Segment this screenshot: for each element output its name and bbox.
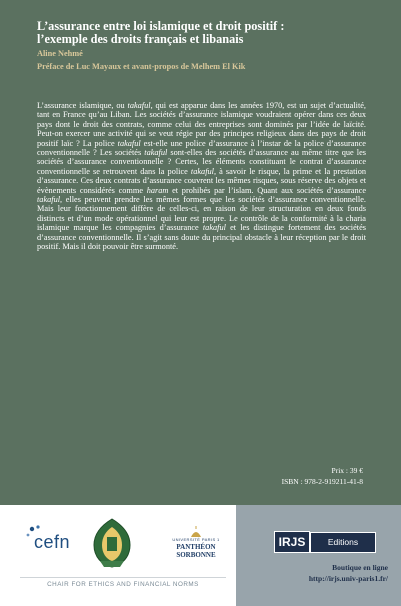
summary-italic-term: haram	[146, 185, 169, 195]
cefn-wordmark: cefn	[34, 532, 71, 552]
summary-italic-term: takaful	[190, 166, 214, 176]
isbn-label: ISBN : 978-2-919211-41-8	[281, 477, 363, 486]
book-title	[37, 20, 367, 46]
summary-text-segment: , à savoir le risque, la prime et la prestation d’assurance. Ces deux contrats d’assurance couvrent les mêmes risques, sous réserve des objets et évènements considérés comme	[37, 166, 366, 195]
partner-logos-panel	[0, 505, 236, 606]
summary-italic-term: takaful	[144, 148, 168, 158]
preface-credit: Préface de Luc Mayaux et avant-propos de Melhem El Kik	[37, 62, 246, 71]
publisher-panel	[236, 505, 401, 606]
irjs-logo: IRJS	[274, 531, 310, 553]
shop-url[interactable]: http://irjs.univ-paris1.fr/	[308, 574, 388, 583]
title-line-1: L’assurance entre loi islamique et droit positif :	[37, 19, 285, 33]
editions-label: Editions	[310, 532, 376, 553]
summary-italic-term: takaful	[117, 138, 141, 148]
summary-text-segment: est-elle une police d’assurance à l’instar de la police d’assurance conventionnelle ? Les sociétés	[37, 138, 366, 158]
summary-text-segment: et prohibés par l’islam. Quant aux sociétés d’assurance	[168, 185, 367, 195]
sorbonne-university-label: UNIVERSITÉ PARIS 1	[172, 537, 220, 542]
sorbonne-name: PANTHÉON SORBONNE	[176, 543, 216, 559]
author-name: Aline Nehmé	[37, 49, 83, 58]
summary-italic-term: takaful	[37, 195, 61, 205]
pantheon-sorbonne-logo	[163, 525, 229, 561]
summary-text-segment: sont-elles des sociétés d’assurance au même titre que les sociétés d’assurance conventionnelle ? Certes, les éléments constituant le contrat d’assurance conventionnelle se retrouvent dans la police	[37, 148, 367, 176]
summary-italic-term: takaful	[127, 101, 151, 110]
summary-italic-term: takaful	[202, 223, 226, 233]
price-label: Prix : 39 €	[331, 466, 363, 475]
summary-text-segment: L’assurance islamique, ou	[37, 101, 128, 110]
summary-text-segment: , qui est apparue dans les années 1970, est un sujet d’actualité, tant en France qu’au Liban. Les sociétés d’assurance islamique voudraient opérer dans ces deux pays dont le droit des contrats, comme celui des entreprises sont dominés par l’idée de laïcité. Peut-on exercer une activité qui se veut régie par des principes religieux dans des pays de droit positif laïc ? La police	[37, 101, 367, 148]
chair-ethics-label: CHAIR FOR ETHICS AND FINANCIAL NORMS	[20, 577, 226, 588]
summary-text-segment: , elles peuvent prendre les mêmes formes que les sociétés d’assurance conventionnelle. Mais leur fonctionnement diffère de celles-ci, en raison de leur structuration en deux fonds distincts et d’un mode opérationnel qui leur est propre. Le contrôle de la conformité à la charia islamique marque les compagnies d’assurance	[37, 195, 366, 233]
title-line-2: l’exemple des droits français et libanais	[37, 32, 244, 46]
shop-label: Boutique en ligne	[332, 563, 388, 572]
university-seal-icon	[90, 517, 134, 569]
summary-text-segment: et les distingue fortement des sociétés d’assurance conventionnelle. Il s’agit sans doute du principal obstacle à leur réception par le droit positif. Mais il doit pouvoir être surmonté.	[37, 223, 366, 252]
book-summary	[37, 101, 366, 252]
